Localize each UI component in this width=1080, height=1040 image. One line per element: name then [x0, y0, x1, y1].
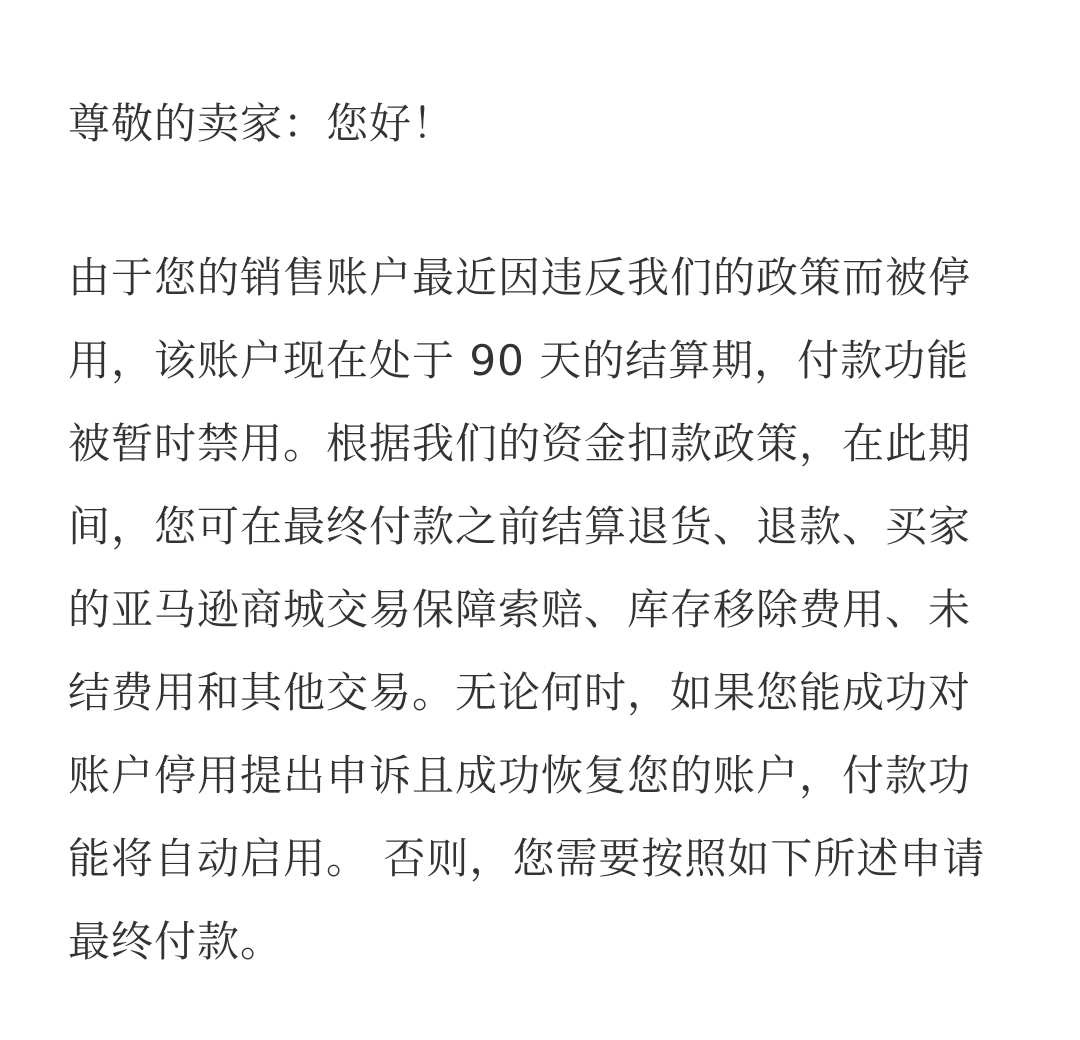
paragraph-line: 用，该账户现在处于 90 天的结算期，付款功能	[68, 336, 970, 385]
paragraph-line: 由于您的销售账户最近因违反我们的政策而被停	[68, 253, 972, 302]
paragraph-line: 被暂时禁用。根据我们的资金扣款政策，在此期	[68, 419, 972, 468]
letter-paragraph	[68, 236, 1028, 983]
greeting-text: 尊敬的卖家：您好！	[68, 99, 456, 148]
paragraph-line: 间，您可在最终付款之前结算退货、退款、买家	[68, 502, 972, 551]
paragraph-line: 的亚马逊商城交易保障索赔、库存移除费用、未	[68, 585, 972, 634]
paragraph-line: 账户停用提出申诉且成功恢复您的账户，付款功	[68, 751, 972, 800]
paragraph-line: 最终付款。	[68, 917, 284, 966]
paragraph-line: 能将自动启用。 否则，您需要按照如下所述申请	[68, 834, 986, 883]
paragraph-line: 结费用和其他交易。无论何时，如果您能成功对	[68, 668, 972, 717]
